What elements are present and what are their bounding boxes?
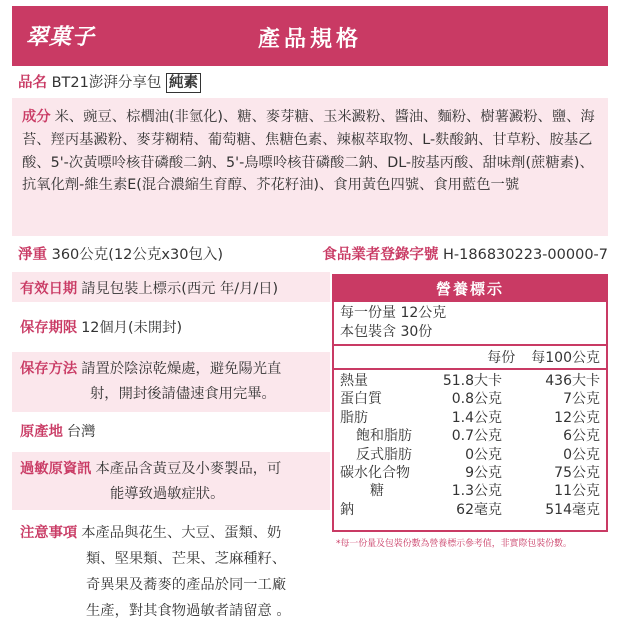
nutrient-per-100g: 514毫克 (545, 501, 600, 518)
nutrient-name: 糖 (370, 483, 384, 500)
nutrient-per-100g: 75公克 (554, 464, 600, 481)
nutrient-per-serving: 62毫克 (456, 501, 502, 518)
col-per-serving: 每份 (487, 350, 516, 366)
ingredients-block (12, 98, 608, 236)
nutrition-row (340, 446, 600, 464)
nutrient-per-100g: 7公克 (563, 391, 600, 408)
registration-value: H-186830223-00000-7 (443, 247, 608, 263)
nutrient-name: 反式脂肪 (356, 446, 412, 463)
nutrition-row (340, 390, 600, 408)
nutrient-name: 飽和脂肪 (356, 428, 412, 445)
allergen-line-2: 能導致過敏症狀。 (110, 486, 225, 502)
nutrient-per-100g: 6公克 (563, 428, 600, 445)
product-name-value: BT21澎湃分享包 (51, 75, 162, 91)
ingredients-text: 米、豌豆、棕櫚油(非氫化)、糖、麥芽糖、玉米澱粉、醬油、麵粉、樹薯澱粉、鹽、海苔、羥丙基澱粉、麥芽糊精、葡萄糖、焦糖色素、辣椒萃取物、L-麩酸鈉、甘草粉、胺基乙酸、5'-次黃嘌呤核苷磷酸二鈉、5'-鳥嘌呤核苷磷酸二鈉、DL-胺基丙酸、甜味劑(蔗糖素)、抗氧化劑-維生素E(混合濃縮生育醇、芥花籽油)、食用黃色四號、食用藍色一號 (22, 109, 595, 194)
storage-block (12, 352, 330, 412)
storage-line-1: 請置於陰涼乾燥處，避免陽光直 (81, 361, 282, 377)
nutrient-per-100g: 0公克 (563, 446, 600, 463)
product-name-label: 品名 (18, 75, 47, 91)
product-name-row (18, 72, 201, 94)
nutrient-per-serving: 1.4公克 (451, 409, 502, 426)
brand-logo: 翠菓子 (26, 24, 96, 50)
header-banner (12, 6, 608, 66)
notice-line-4: 生產，對其食物過敏者請留意 。 (86, 603, 291, 619)
nutrition-row (340, 409, 600, 427)
nutrient-name: 熱量 (340, 373, 368, 389)
nutrient-name: 碳水化合物 (340, 464, 410, 481)
col-per-100g: 每100公克 (531, 350, 600, 366)
net-weight-label: 淨重 (18, 247, 47, 263)
registration-group (322, 244, 608, 266)
ingredients-label: 成分 (22, 109, 51, 125)
nutrition-row (340, 501, 600, 519)
nutrient-per-serving: 9公克 (465, 464, 502, 481)
registration-label: 食品業者登錄字號 (322, 247, 439, 263)
nutrition-row (340, 482, 600, 500)
notice-line-3: 奇異果及蕎麥的產品於同一工廠 (86, 577, 287, 593)
page-title: 產品規格 (257, 27, 362, 52)
nutrient-per-serving: 51.8大卡 (442, 373, 502, 389)
weight-row (18, 244, 608, 266)
nutrition-column-headers (334, 346, 606, 370)
nutrient-per-100g: 12公克 (554, 409, 600, 426)
nutrition-facts-table (332, 274, 608, 532)
nutrient-per-100g: 436大卡 (545, 373, 600, 389)
nutrient-per-serving: 1.3公克 (451, 483, 502, 500)
notice-label: 注意事項 (20, 525, 78, 541)
storage-label: 保存方法 (20, 361, 78, 377)
nutrition-footnote: *每一份量及包裝份數為營養標示參考值，非實際包裝份數。 (336, 539, 572, 549)
notice-block (12, 510, 330, 620)
nutrient-per-serving: 0.8公克 (451, 391, 502, 408)
nutrient-name: 脂肪 (340, 409, 368, 426)
nutrition-row (340, 372, 600, 390)
allergen-label: 過敏原資訊 (20, 461, 92, 477)
nutrient-per-100g: 11公克 (554, 483, 600, 500)
nutrient-name: 鈉 (340, 501, 354, 518)
net-weight-value: 360公克(12公克x30包入) (51, 247, 224, 263)
expiry-block (12, 272, 330, 302)
nutrient-per-serving: 0.7公克 (451, 428, 502, 445)
vegan-tag: 純素 (166, 73, 201, 93)
info-column (12, 272, 330, 620)
serving-size: 每一份量 12公克 (340, 305, 447, 321)
notice-line-2: 類、堅果類、芒果、芝麻種籽、 (86, 551, 287, 567)
nutrition-serving (334, 302, 606, 346)
nutrition-row (340, 427, 600, 445)
storage-line-2: 射，開封後請儘速食用完畢。 (90, 386, 276, 402)
origin-value: 台灣 (66, 424, 96, 440)
nutrition-rows (334, 370, 606, 521)
allergen-block (12, 452, 330, 510)
nutrient-per-serving: 0公克 (465, 446, 502, 463)
nutrient-name: 蛋白質 (340, 391, 382, 408)
expiry-label: 有效日期 (20, 281, 78, 297)
servings-per-pack: 本包裝含 30份 (340, 324, 433, 340)
shelf-life-label: 保存期限 (20, 320, 78, 336)
origin-block (12, 412, 330, 452)
expiry-value: 請見包裝上標示(西元 年/月/日) (81, 281, 279, 297)
allergen-line-1: 本產品含黃豆及小麥製品，可 (95, 461, 282, 477)
shelf-life-value: 12個月(未開封) (81, 320, 183, 336)
notice-line-1: 本產品與花生、大豆、蛋類、奶 (81, 525, 282, 541)
nutrition-title: 營養標示 (334, 276, 606, 302)
shelf-life-block (12, 302, 330, 352)
nutrition-row (340, 464, 600, 482)
origin-label: 原產地 (20, 424, 63, 440)
